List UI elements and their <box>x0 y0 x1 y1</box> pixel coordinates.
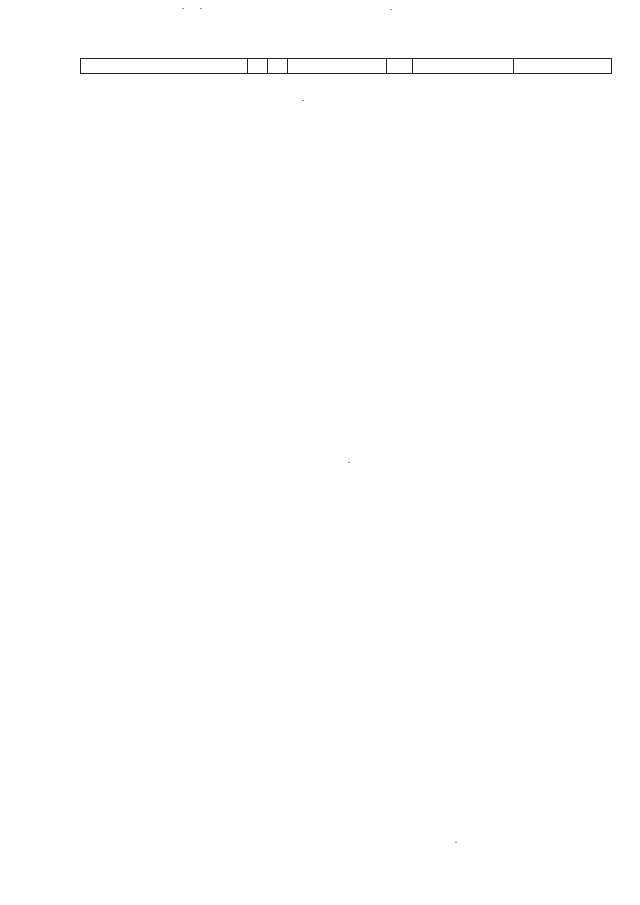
table-header <box>80 58 612 74</box>
header-col-5 <box>386 59 412 73</box>
scan-speck <box>302 100 304 101</box>
header-col-7 <box>513 59 611 73</box>
scan-speck <box>390 9 392 10</box>
header-col-3 <box>267 59 287 73</box>
scan-speck <box>348 462 350 463</box>
scan-speck <box>182 8 184 9</box>
header-col-4 <box>287 59 386 73</box>
header-col-1 <box>81 59 247 73</box>
header-col-6 <box>412 59 513 73</box>
scan-speck <box>200 8 202 9</box>
scan-speck <box>455 842 457 843</box>
header-col-2 <box>247 59 267 73</box>
